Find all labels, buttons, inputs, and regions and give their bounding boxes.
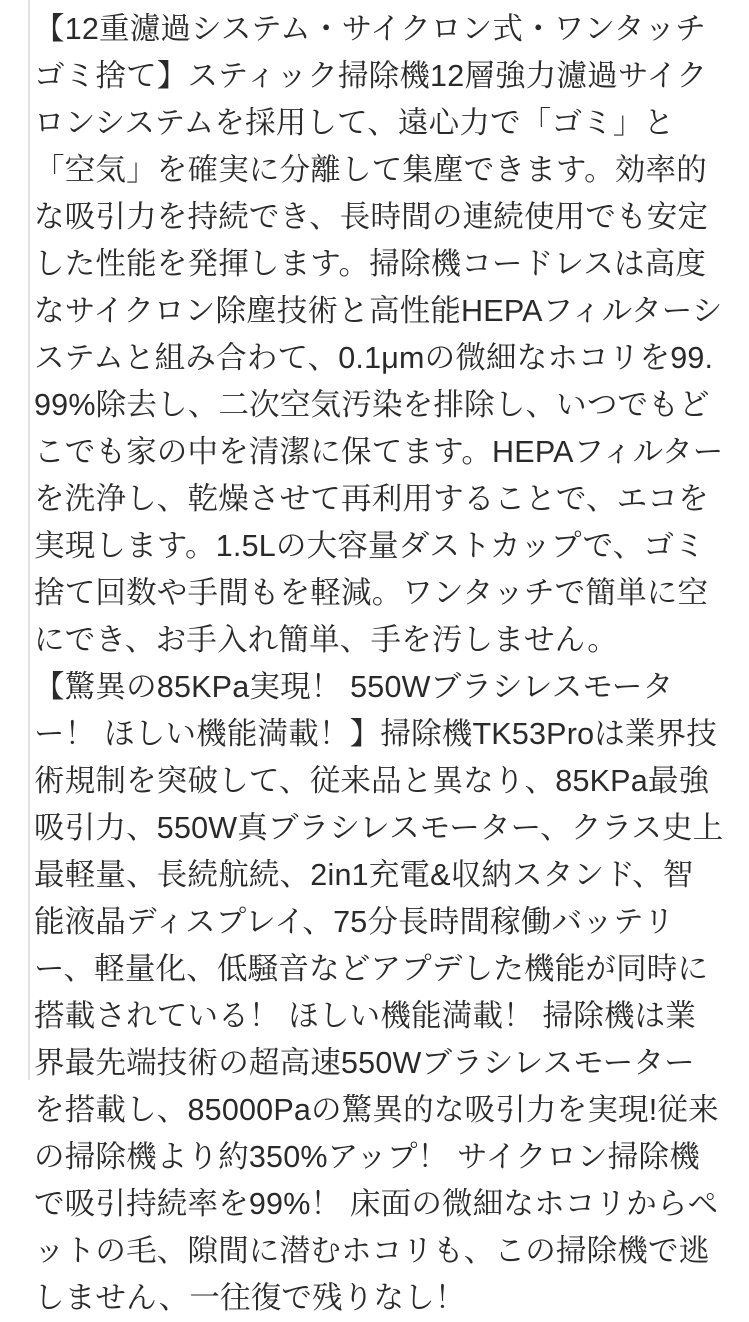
description-paragraph-filtration: 【12重濾過システム・サイクロン式・ワンタッチゴミ捨て】スティック掃除機12層強力濾過サイクロンシステムを採用して、遠心力で「ゴミ」と「空気」を確実に分離して集塵できます。効率的な吸引力を持続でき、長時間の連続使用でも安定した性能を発揮します。掃除機コードレスは高度なサイクロン除塵技術と高性能HEPAフィルターシステムと組み合わて、0.1μmの微細なホコリを99.99%除去し、二次空気汚染を排除し、いつでもどこでも家の中を清潔に保てます。HEPAフィルターを洗浄し、乾燥させて再利用することで、エコを実現します。1.5Lの大容量ダストカップで、ゴミ捨て回数や手間もを軽減。ワンタッチで簡単に空にでき、お手入れ簡単、手を汚しません。 [34,12,724,657]
description-text-column [34,0,724,1315]
left-column-divider [28,0,30,1080]
description-paragraph-motor: 【驚異の85KPa実現！ 550Wブラシレスモーター！ ほしい機能満載！】掃除機TK53Proは業界技術規制を突破して、従来品と異なり、85KPa最強吸引力、550W真ブラシレスモーター、クラス史上最軽量、長続航続、2in1充電&収納スタンド、智能液晶ディスプレイ、75分長時間稼働バッテリー、軽量化、低騒音などアプデした機能が同時に搭載されている！ ほしい機能満載！ 掃除機は業界最先端技術の超高速550Wブラシレスモーターを搭載し、85000Paの驚異的な吸引力を実現!従来の掃除機より約350%アップ！ サイクロン掃除機で吸引持続率を99%！ 床面の微細なホコリからペットの毛、隙間に潜むホコリも、この掃除機で逃しません、一往復で残りなし！ [34,670,724,1315]
